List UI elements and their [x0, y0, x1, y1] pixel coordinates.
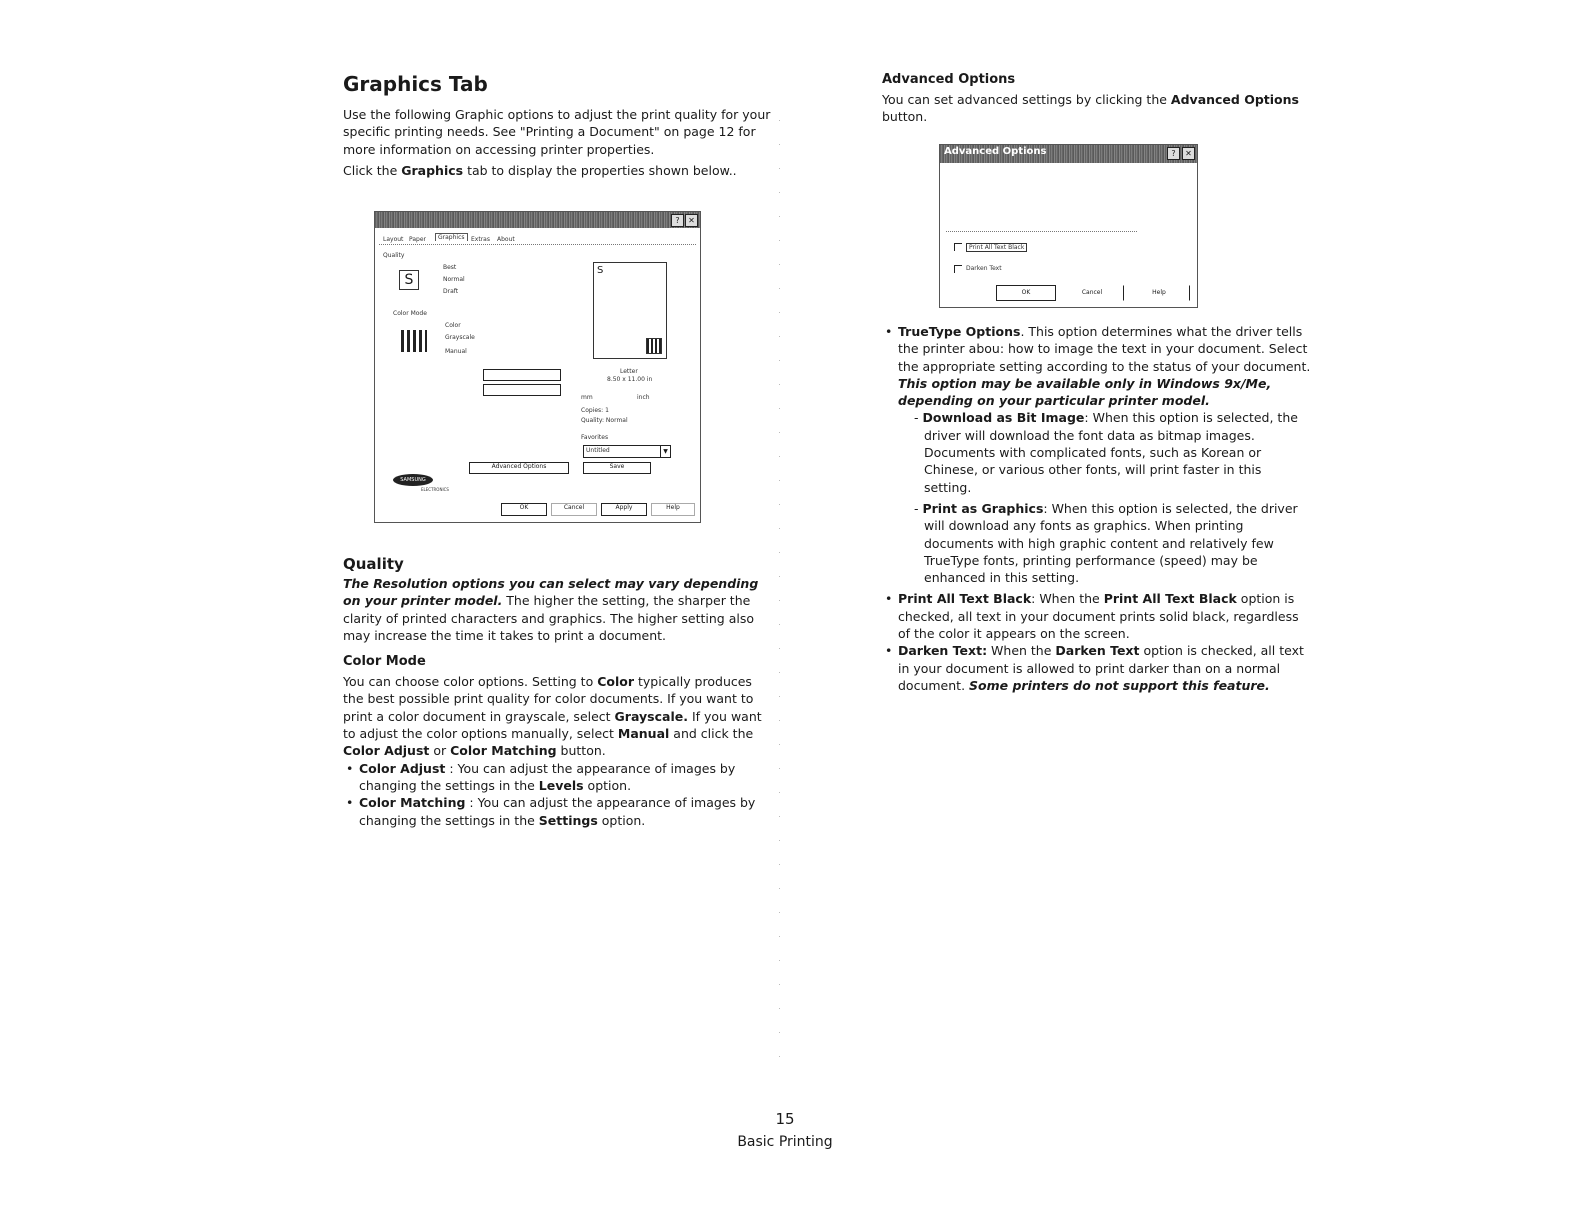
left-column-lower — [343, 555, 773, 829]
page-title: Graphics Tab — [343, 72, 488, 96]
quality-status: Quality: Normal — [581, 417, 628, 424]
bullet-darken-text: • Darken Text: When the Darken Text option is checked, all text in your document is allowed to print darker than on a normal document. Some printers do not support this feature. — [882, 642, 1312, 694]
adv-help-icon[interactable]: ? — [1167, 147, 1180, 160]
unit-inch-radio[interactable]: inch — [637, 394, 650, 401]
gutter-dots — [779, 120, 780, 1080]
color-adjust-button[interactable] — [483, 369, 561, 381]
adv-help-button[interactable]: Help — [1128, 285, 1190, 301]
help-button[interactable]: Help — [651, 503, 695, 516]
color-bars-icon — [401, 330, 427, 352]
dialog-titlebar — [375, 212, 700, 228]
tab-graphics[interactable]: Graphics — [435, 233, 468, 241]
sub-print-as-graphics: - Print as Graphics: When this option is selected, the driver will download any fonts as graphics. When printing documents with high graphic content and relatively few TrueType fonts, printing performance (speed) may be enhanced in this setting. — [914, 500, 1298, 586]
bullet-print-all-text-black: • Print All Text Black: When the Print All Text Black option is checked, all text in your document prints solid black, regardless of the color it appears on the screen. — [882, 590, 1312, 642]
tab-rule — [379, 244, 696, 245]
quality-option-draft[interactable]: Draft — [443, 288, 459, 295]
advanced-intro: You can set advanced settings by clicking the Advanced Options button. — [882, 92, 1299, 125]
graphics-dialog-screenshot — [374, 211, 701, 523]
samsung-logo: SAMSUNG — [393, 474, 433, 486]
close-icon[interactable]: ✕ — [685, 214, 698, 227]
color-option-manual[interactable]: Manual — [445, 348, 467, 355]
advanced-heading: Advanced Options — [882, 72, 1016, 87]
adv-close-icon[interactable]: ✕ — [1182, 147, 1195, 160]
tab-about[interactable]: About — [497, 236, 515, 243]
ok-button[interactable]: OK — [501, 503, 547, 516]
adv-cancel-button[interactable]: Cancel — [1060, 285, 1124, 301]
help-icon[interactable]: ? — [671, 214, 684, 227]
quality-option-normal[interactable]: Normal — [443, 276, 465, 283]
page-preview — [593, 262, 667, 359]
apply-button[interactable]: Apply — [601, 503, 647, 516]
darken-text-label: Darken Text — [966, 265, 1002, 272]
tab-extras[interactable]: Extras — [471, 236, 490, 243]
quality-group-label: Quality — [383, 252, 405, 259]
tab-paper[interactable]: Paper — [409, 236, 426, 243]
favorites-select[interactable] — [583, 445, 671, 458]
unit-mm-radio[interactable]: mm — [581, 394, 593, 401]
paper-dims: 8.50 x 11.00 in — [607, 376, 653, 383]
color-option-grayscale[interactable]: Grayscale — [445, 334, 475, 341]
print-black-label: Print All Text Black — [966, 243, 1027, 252]
quality-option-best[interactable]: Best — [443, 264, 457, 271]
right-column — [882, 72, 1312, 130]
favorites-value: Untitled — [586, 447, 610, 454]
adv-dialog-title: Advanced Options — [944, 146, 1047, 157]
tab-layout[interactable]: Layout — [383, 236, 404, 243]
bullet-color-adjust: • Color Adjust : You can adjust the appearance of images by changing the settings in the Levels option. — [343, 760, 773, 795]
bullet-color-matching: • Color Matching : You can adjust the appearance of images by changing the settings in the Settings option. — [343, 794, 773, 829]
advanced-bullets-2 — [882, 590, 1312, 694]
advanced-bullets — [882, 323, 1312, 409]
preview-s-icon: S — [597, 265, 604, 276]
samsung-logo-sub: ELECTRONICS — [421, 487, 449, 492]
favorites-label: Favorites — [581, 434, 609, 441]
color-matching-button[interactable] — [483, 384, 561, 396]
chevron-down-icon: ▼ — [660, 446, 670, 457]
page-footer — [700, 1110, 870, 1150]
section-name: Basic Printing — [737, 1134, 833, 1150]
advanced-options-button[interactable]: Advanced Options — [469, 462, 569, 474]
color-mode-paragraph: You can choose color options. Setting to Color typically produces the best possible print quality for color documents. If you want to print a color document in grayscale, select Grayscale. If you want to adjust the color options manually, select Manual and click the Color Adjust or Color Matching button. — [343, 674, 762, 759]
print-black-checkbox[interactable] — [954, 243, 962, 251]
paper-size: Letter — [620, 368, 638, 375]
color-mode-heading: Color Mode — [343, 654, 426, 670]
page-number: 15 — [775, 1110, 795, 1128]
save-button[interactable]: Save — [583, 462, 651, 474]
quality-paragraph: The Resolution options you can select may vary depending on your printer model. The higher the setting, the sharper the clarity of printed characters and graphics. The higher setting also may increase the time it takes to print a document. — [343, 576, 759, 643]
left-column — [343, 72, 773, 183]
adv-titlebar — [940, 145, 1197, 163]
adv-ok-button[interactable]: OK — [996, 285, 1056, 301]
bullet-truetype: • TrueType Options. This option determines what the driver tells the printer abou: how to image the text in your document. Select the appropriate setting according to the status of your document. This option may be available only in Windows 9x/Me, depending on your particular printer model. — [882, 323, 1312, 409]
cancel-button[interactable]: Cancel — [551, 503, 597, 516]
intro-paragraph: Use the following Graphic options to adjust the print quality for your specific printing needs. See "Printing a Document" on page 12 for more information on accessing printer properties. — [343, 107, 771, 157]
preview-bars-icon — [646, 338, 662, 354]
advanced-dialog-screenshot — [939, 144, 1198, 308]
right-column-lower — [882, 323, 1312, 694]
copies-status: Copies: 1 — [581, 407, 609, 414]
color-bullets — [343, 760, 773, 829]
color-mode-group-label: Color Mode — [393, 310, 427, 317]
darken-text-checkbox[interactable] — [954, 265, 962, 273]
quality-s-icon: S — [399, 270, 419, 290]
click-instruction: Click the Graphics tab to display the properties shown below.. — [343, 162, 737, 178]
adv-group-rule — [946, 231, 1137, 232]
color-option-color[interactable]: Color — [445, 322, 461, 329]
sub-download-bit-image: - Download as Bit Image: When this option is selected, the driver will download the font data as bitmap images. Documents with complicated fonts, such as Korean or Chinese, or various other fonts, will print faster in this setting. — [914, 410, 1298, 495]
quality-heading: Quality — [343, 555, 404, 573]
